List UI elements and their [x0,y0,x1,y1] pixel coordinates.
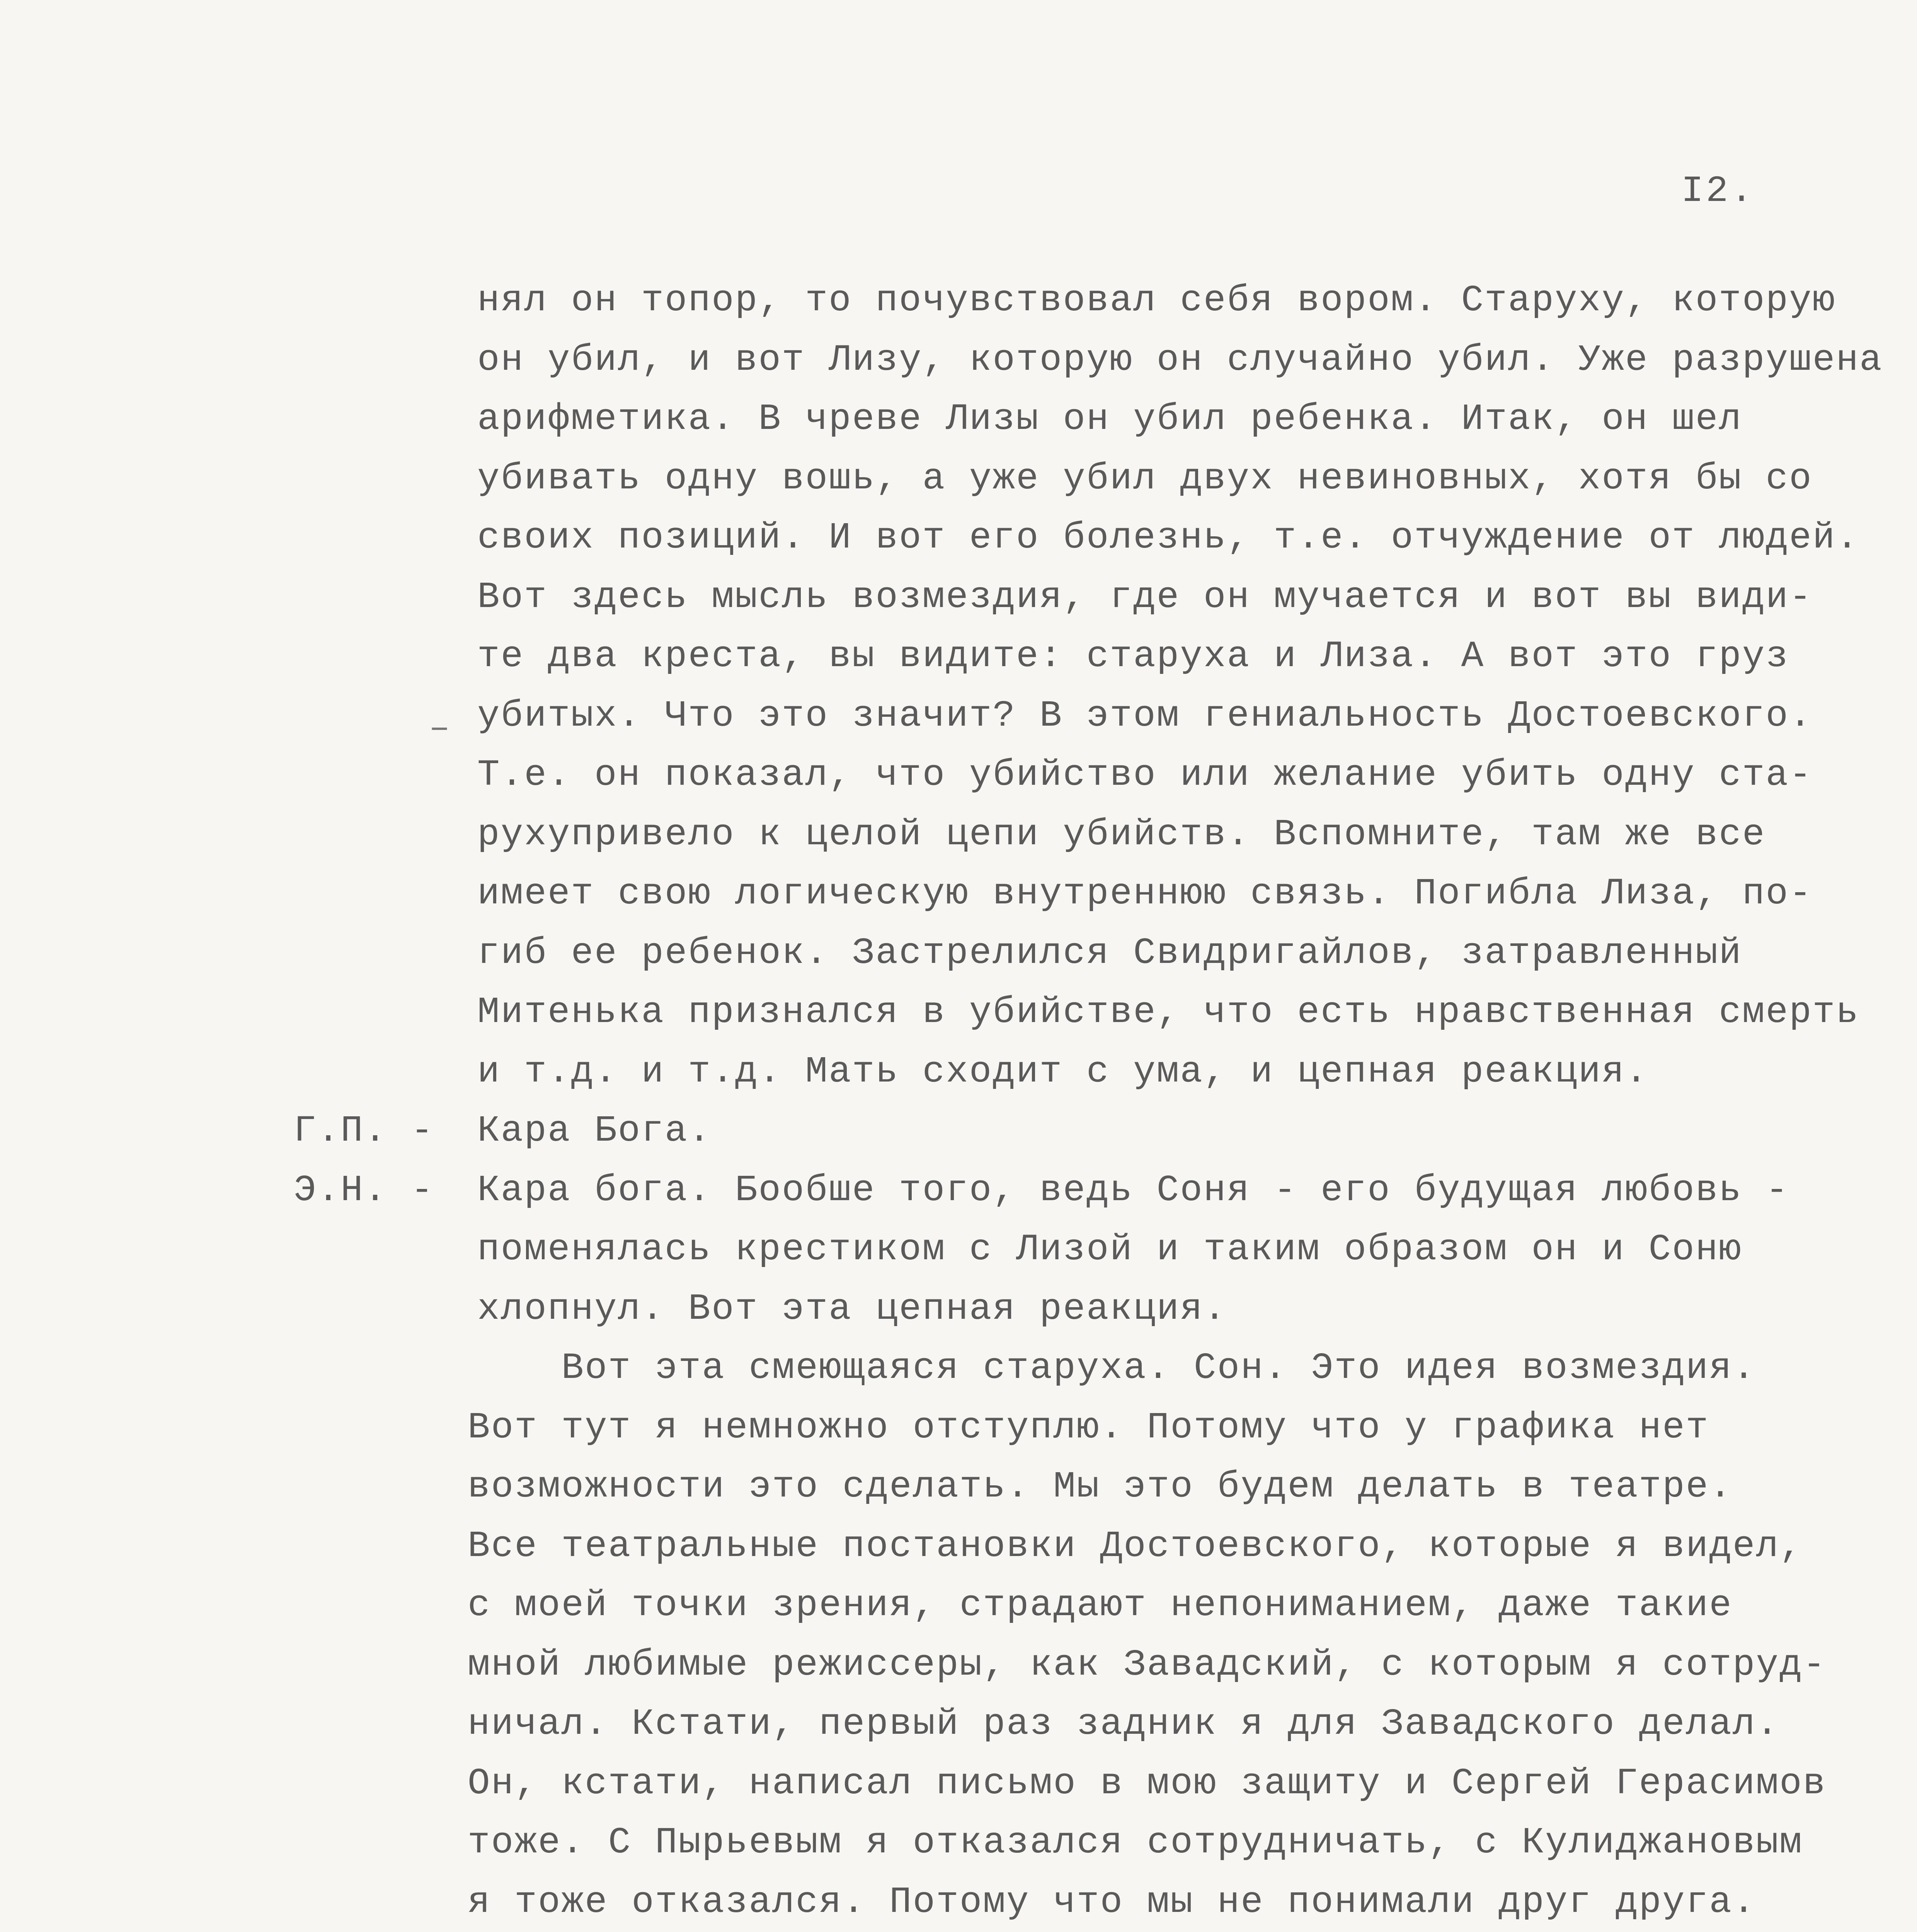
margin-mark: – [429,709,450,748]
text-line: и т.д. и т.д. Мать сходит с ума, и цепная реакция. [477,1051,1649,1093]
text-line: я тоже отказался. Потому что мы не понимали друг друга. [468,1881,1756,1923]
speaker-label: Г.П. - [294,1110,434,1152]
text-line: убитых. Что это значит? В этом гениальность Достоевского. [477,695,1813,737]
text-line: Кара бога. Бообше того, ведь Соня - его будущая любовь - [477,1169,1789,1211]
text-line: имеет свою логическую внутреннюю связь. Погибла Лиза, по- [477,872,1813,915]
text-line: мной любимые режиссеры, как Завадский, с которым я сотруд- [468,1644,1827,1686]
text-line: Он, кстати, написал письмо в мою защиту и Сергей Герасимов [468,1762,1827,1804]
text-line: Кара Бога. [477,1110,712,1152]
text-line: Митенька признался в убийстве, что есть нравственная смерть [477,991,1859,1033]
text-line: Вот здесь мысль возмездия, где он мучается и вот вы види- [477,576,1813,618]
text-line: своих позиций. И вот его болезнь, т.е. отчуждение от людей. [477,517,1859,559]
text-line: рухупривело к целой цепи убийств. Вспомните, там же все [477,813,1766,855]
text-line: нял он топор, то почувствовал себя вором. Старуху, которую [477,279,1836,321]
text-line: с моей точки зрения, страдают непониманием, даже такие [468,1584,1733,1626]
text-line: Т.е. он показал, что убийство или желание убить одну ста- [477,754,1813,796]
text-line: арифметика. В чреве Лизы он убил ребенка. Итак, он шел [477,398,1742,440]
text-line: хлопнул. Вот эта цепная реакция. [477,1288,1227,1330]
text-line: Все театральные постановки Достоевского, которые я видел, [468,1525,1803,1567]
text-line: ничал. Кстати, первый раз задник я для Завадского делал. [468,1703,1780,1745]
text-line: гиб ее ребенок. Застрелился Свидригайлов, затравленный [477,932,1742,974]
text-line: поменялась крестиком с Лизой и таким образом он и Соню [477,1228,1742,1270]
speaker-label: Э.Н. - [294,1169,434,1211]
text-line: Вот эта смеющаяся старуха. Сон. Это идея возмездия. [468,1347,1756,1389]
text-line: возможности это сделать. Мы это будем делать в театре. [468,1466,1733,1508]
text-line: те два креста, вы видите: старуха и Лиза. А вот это груз [477,635,1789,677]
page-number: I2. [1681,170,1755,212]
text-line: он убил, и вот Лизу, которую он случайно убил. Уже разрушена [477,339,1883,381]
text-line: Вот тут я немножно отступлю. Потому что у графика нет [468,1406,1709,1449]
text-line: тоже. С Пырьевым я отказался сотрудничать, с Кулиджановым [468,1821,1803,1864]
text-line: убивать одну вошь, а уже убил двух невиновных, хотя бы со [477,457,1813,500]
